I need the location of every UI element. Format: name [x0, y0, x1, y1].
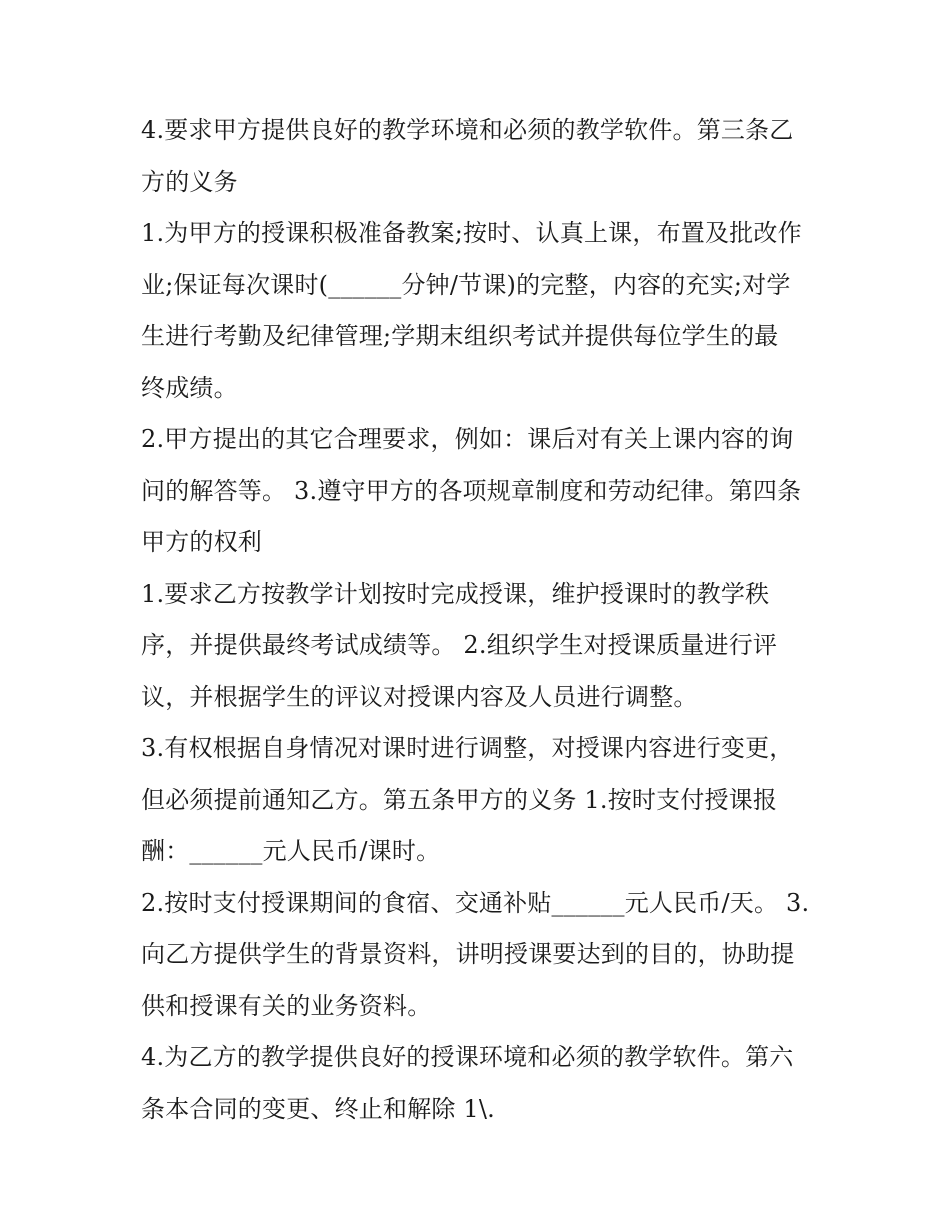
text-line: 2.按时支付授课期间的食宿、交通补贴______元人民币/天。 3. [141, 888, 810, 917]
text-line: 供和授课有关的业务资料。 [141, 991, 432, 1020]
text-line: 议，并根据学生的评议对授课内容及人员进行调整。 [141, 682, 698, 711]
text-line: 序，并提供最终考试成绩等。 2.组织学生对授课质量进行评 [141, 631, 778, 659]
text-line: 但必须提前通知乙方。第五条甲方的义务 1.按时支付授课报 [141, 785, 778, 814]
text-line: 3.有权根据自身情况对课时进行调整，对授课内容进行变更， [141, 734, 794, 762]
text-line: 终成绩。 [141, 373, 238, 402]
text-line: 2.甲方提出的其它合理要求，例如：课后对有关上课内容的询 [141, 425, 794, 453]
text-line: 生进行考勤及纪律管理;学期末组织考试并提供每位学生的最 [141, 322, 779, 350]
text-line: 向乙方提供学生的背景资料，讲明授课要达到的目的，协助提 [141, 940, 795, 968]
text-line: 条本合同的变更、终止和解除 1\. [141, 1094, 496, 1123]
text-line: 甲方的权利 [141, 528, 262, 556]
text-line: 问的解答等。 3.遵守甲方的各项规章制度和劳动纪律。第四条 [141, 476, 802, 505]
text-line: 1.要求乙方按教学计划按时完成授课，维护授课时的教学秩 [141, 579, 770, 608]
document-body [141, 105, 821, 1135]
text-line: 酬：______元人民币/课时。 [141, 837, 441, 865]
text-line: 4.为乙方的教学提供良好的授课环境和必须的教学软件。第六 [141, 1043, 794, 1071]
text-line: 方的义务 [141, 167, 238, 196]
text-line: 业;保证每次课时(______分钟/节课)的完整，内容的充实;对学 [141, 270, 791, 299]
text-line: 1.为甲方的授课积极准备教案;按时、认真上课，布置及批改作 [141, 219, 802, 247]
text-line: 4.要求甲方提供良好的教学环境和必须的教学软件。第三条乙 [141, 116, 794, 144]
